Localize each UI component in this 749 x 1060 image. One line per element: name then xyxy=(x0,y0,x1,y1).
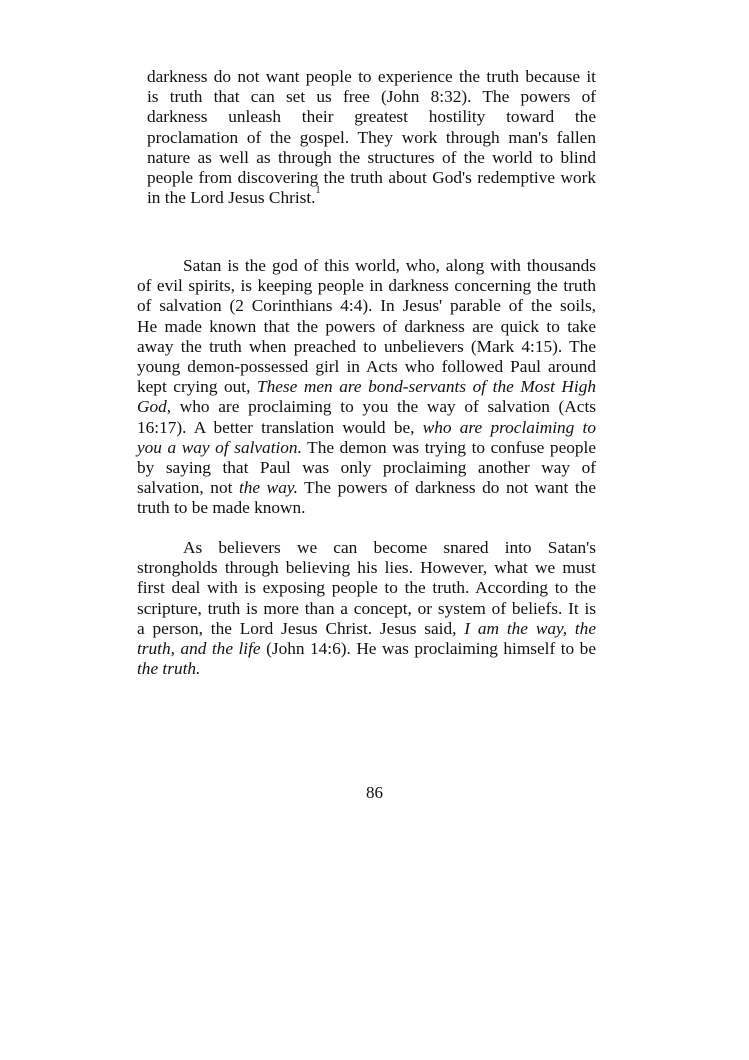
italic-quote: the way. xyxy=(238,478,298,498)
paragraph-line: truth, and the life (John 14:6). He was proclaiming himself to be xyxy=(137,638,596,658)
paragraph-believers xyxy=(137,538,596,679)
footnote-marker[interactable]: 1 xyxy=(315,185,321,197)
paragraph-line: strongholds through believing his lies. However, what we must xyxy=(137,558,596,578)
italic-quote: These men are bond-servants of the Most High xyxy=(256,377,596,397)
paragraph-line: young demon-possessed girl in Acts who followed Paul around xyxy=(137,356,596,376)
paragraph-line: you a way of salvation. The demon was trying to confuse people xyxy=(137,437,596,457)
quote-line: proclamation of the gospel. They work through man's fallen xyxy=(147,127,596,147)
quote-line: darkness unleash their greatest hostility toward the xyxy=(147,107,596,127)
paragraph-line: of evil spirits, is keeping people in darkness concerning the truth xyxy=(137,276,596,296)
block-quote xyxy=(147,67,596,208)
italic-quote: the truth. xyxy=(137,659,201,679)
paragraph-line xyxy=(137,659,596,679)
quote-line: nature as well as through the structures of the world to blind xyxy=(147,147,596,167)
paragraph-line: away the truth when preached to unbelievers (Mark 4:15). The xyxy=(137,336,596,356)
paragraph-line: first deal with is exposing people to the truth. According to the xyxy=(137,578,596,598)
paragraph-line: scripture, truth is more than a concept, or system of beliefs. It is xyxy=(137,598,596,618)
italic-quote: truth, and the life xyxy=(137,638,261,658)
paragraph-line: He made known that the powers of darkness are quick to take xyxy=(137,316,596,336)
paragraph-line: by saying that Paul was only proclaiming another way of xyxy=(137,457,596,477)
paragraph-satan xyxy=(137,256,596,518)
page-number: 86 xyxy=(366,783,383,802)
italic-quote: God, xyxy=(137,397,172,417)
quote-line: people from discovering the truth about God's redemptive work xyxy=(147,167,596,187)
paragraph-line: As believers we can become snared into Satan's xyxy=(183,538,596,557)
paragraph-line: salvation, not the way. The powers of darkness do not want the xyxy=(137,478,596,498)
quote-line: darkness do not want people to experience the truth because it xyxy=(147,67,596,86)
italic-quote: you a way of salvation. xyxy=(137,437,302,457)
paragraph-line: truth to be made known. xyxy=(137,498,306,518)
paragraph-line: 16:17). A better translation would be, who are proclaiming to xyxy=(137,417,596,437)
paragraph-line: of salvation (2 Corinthians 4:4). In Jesus' parable of the soils, xyxy=(137,296,596,316)
paragraph-line: Satan is the god of this world, who, along with thousands xyxy=(183,256,596,275)
paragraph-line: kept crying out, These men are bond-servants of the Most High xyxy=(137,377,596,397)
quote-line: in the Lord Jesus Christ.$^1$ xyxy=(147,185,321,208)
italic-quote: who are proclaiming to xyxy=(422,417,596,437)
quote-line: is truth that can set us free (John 8:32). The powers of xyxy=(147,87,596,107)
paragraph-line: God, who are proclaiming to you the way of salvation (Acts xyxy=(137,397,596,417)
paragraph-line: a person, the Lord Jesus Christ. Jesus said, I am the way, the xyxy=(137,618,596,638)
italic-quote: I am the way, the xyxy=(464,618,596,638)
